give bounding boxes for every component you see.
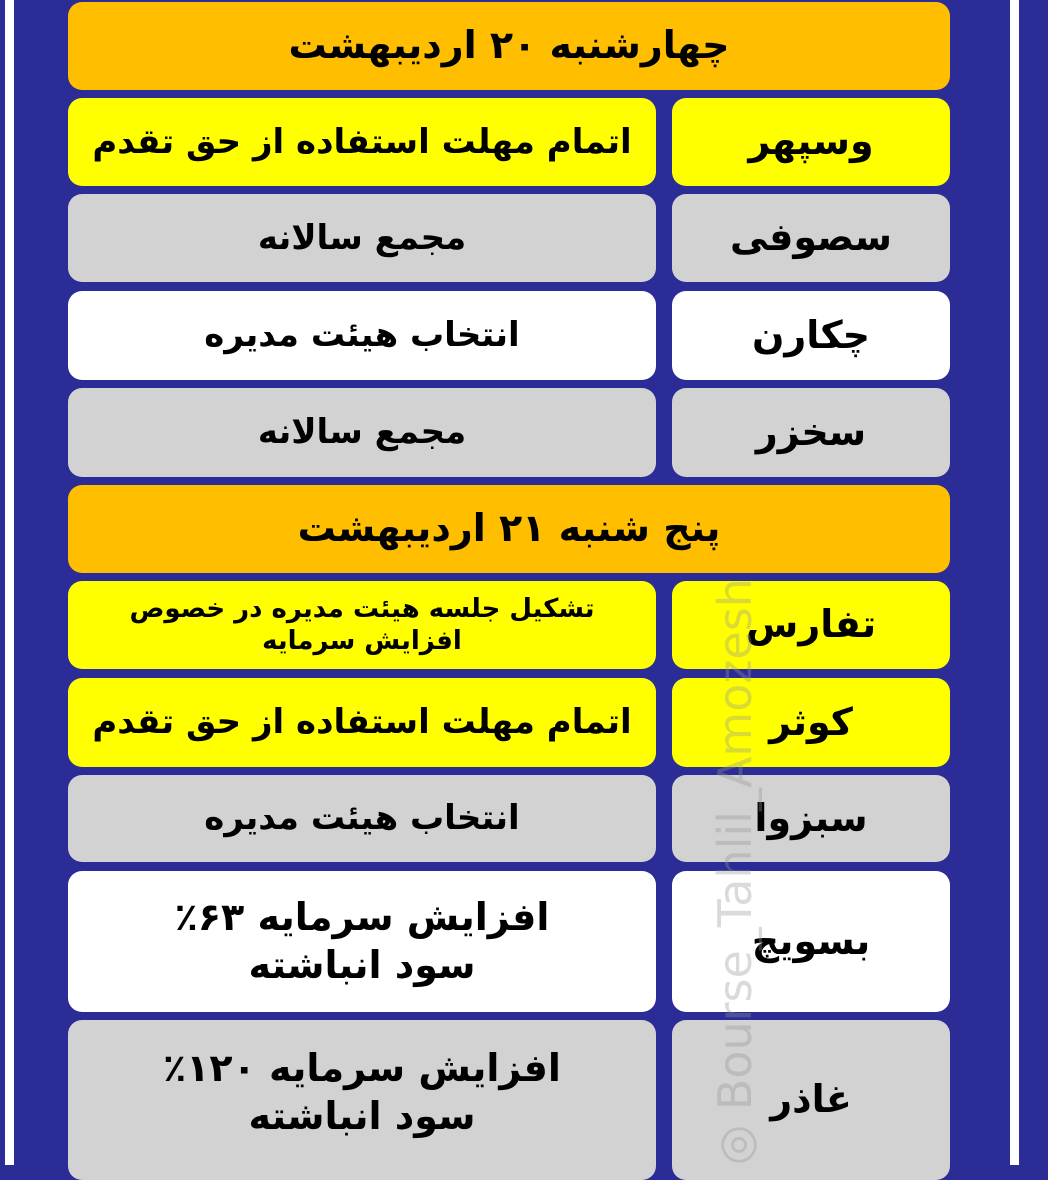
instagram-icon: ◎ bbox=[708, 1110, 762, 1165]
event-cell: افزایش سرمایه ۱۲۰٪ سود انباشته bbox=[68, 1020, 656, 1180]
event-cell: مجمع سالانه bbox=[68, 194, 656, 282]
symbol-cell: تفارس bbox=[672, 581, 950, 669]
symbol-cell: سبزوا bbox=[672, 775, 950, 862]
border-line-left bbox=[5, 0, 14, 1165]
symbol-cell: کوثر bbox=[672, 678, 950, 767]
event-cell: اتمام مهلت استفاده از حق تقدم bbox=[68, 678, 656, 767]
border-line-right bbox=[1010, 0, 1019, 1165]
day-header-thursday: پنج شنبه ۲۱ اردیبهشت bbox=[68, 485, 950, 573]
event-cell: انتخاب هیئت مدیره bbox=[68, 775, 656, 862]
event-cell: تشکیل جلسه هیئت مدیره در خصوص افزایش سرمایه bbox=[68, 581, 656, 669]
symbol-cell: بسویچ bbox=[672, 871, 950, 1012]
symbol-cell: چکارن bbox=[672, 291, 950, 380]
watermark: ◎ Bourse_Tahlil_Amozesh bbox=[708, 578, 762, 1165]
event-cell: افزایش سرمایه ۶۳٪ سود انباشته bbox=[68, 871, 656, 1012]
event-cell: اتمام مهلت استفاده از حق تقدم bbox=[68, 98, 656, 186]
symbol-cell: غاذر bbox=[672, 1020, 950, 1180]
symbol-cell: سخزر bbox=[672, 388, 950, 477]
event-cell: انتخاب هیئت مدیره bbox=[68, 291, 656, 380]
symbol-cell: سصوفی bbox=[672, 194, 950, 282]
symbol-cell: وسپهر bbox=[672, 98, 950, 186]
day-header-wednesday: چهارشنبه ۲۰ اردیبهشت bbox=[68, 2, 950, 90]
event-cell: مجمع سالانه bbox=[68, 388, 656, 477]
